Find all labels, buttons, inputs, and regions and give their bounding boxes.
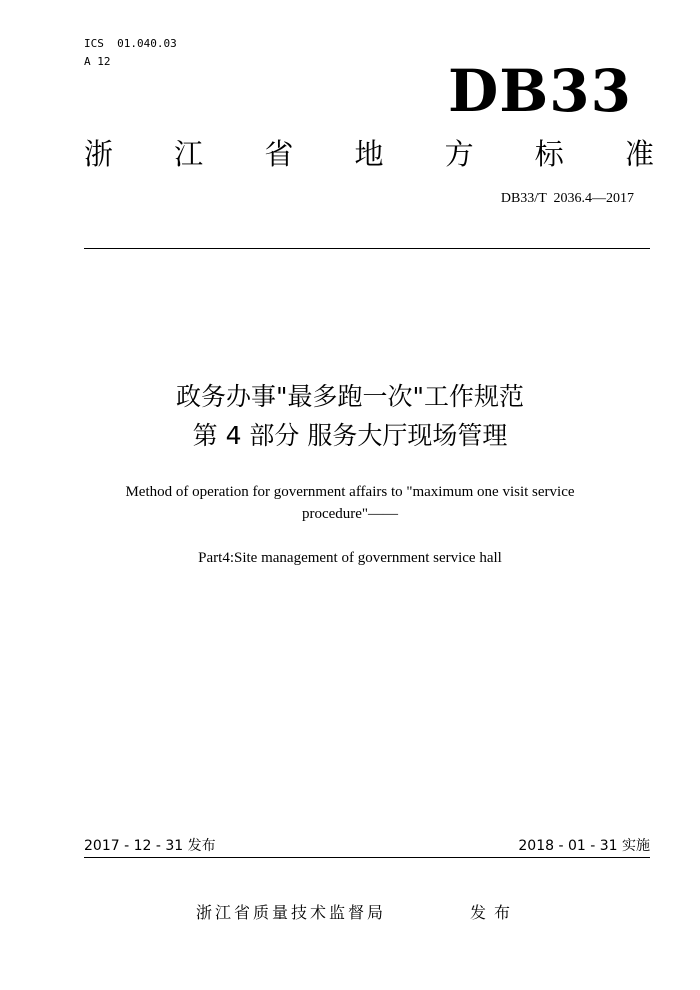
db33-logo: DB33 [447, 57, 632, 125]
standard-type-char: 方 [444, 137, 474, 171]
implement-date: 2018 - 01 - 31 实施 [518, 838, 650, 854]
issue-date: 2017 - 12 - 31 发布 [84, 838, 216, 854]
footer-divider [84, 857, 650, 858]
standard-type-char: 地 [354, 137, 384, 171]
header-divider [84, 248, 650, 249]
title-en-line1: Method of operation for government affairs to "maximum one visit service procedure"—— [125, 484, 575, 522]
standard-type-heading [84, 136, 654, 172]
issuing-authority: 浙江省质量技术监督局 [196, 903, 387, 922]
classification-code: A 12 [84, 55, 111, 68]
standard-type-char: 准 [624, 137, 654, 171]
standard-type-char: 省 [264, 137, 294, 171]
issue-label: 发布 [470, 903, 519, 922]
standard-type-char: 江 [174, 137, 204, 171]
standard-number: DB33/T 2036.4—2017 [500, 191, 634, 206]
title-en-line2: Part4:Site management of government service hall [198, 550, 502, 566]
title-zh-line1: 政务办事"最多跑一次"工作规范 [176, 382, 524, 411]
standard-type-char: 浙 [84, 137, 114, 171]
title-zh-line2: 第 4 部分 服务大厅现场管理 [192, 421, 508, 450]
standard-type-char: 标 [534, 137, 564, 171]
ics-code: ICS 01.040.03 [84, 37, 177, 50]
